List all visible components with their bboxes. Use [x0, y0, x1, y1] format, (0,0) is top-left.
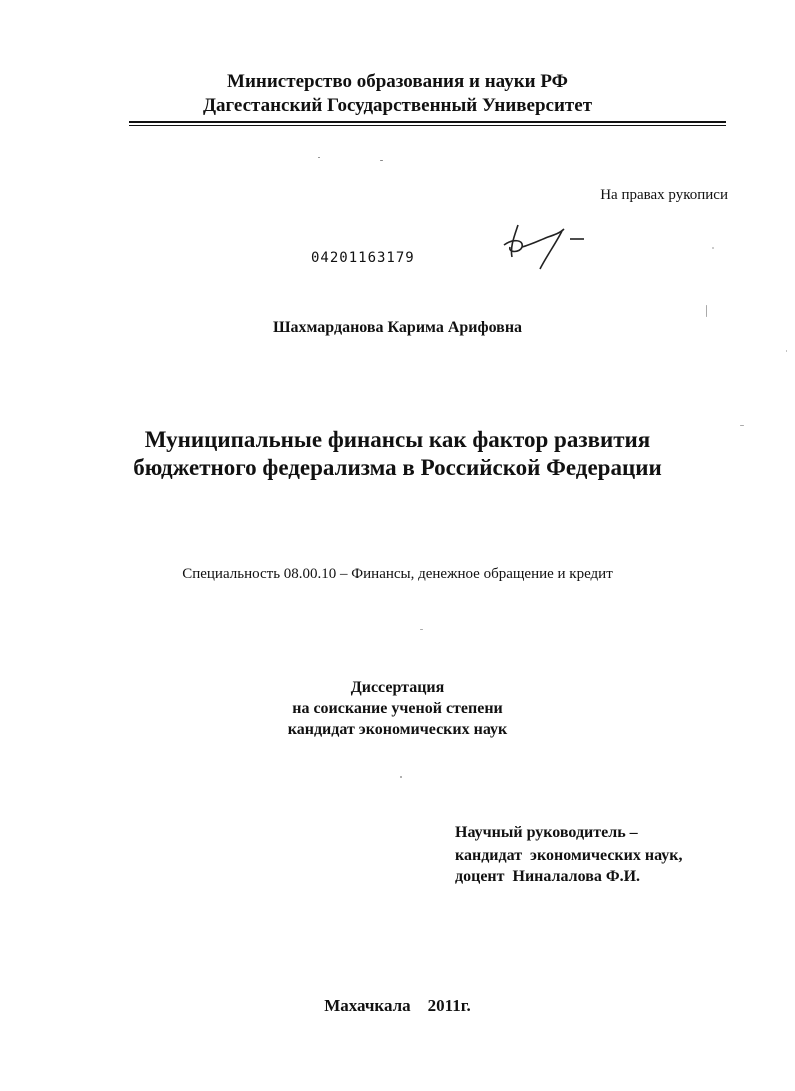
supervisor-name: доцент Ниналалова Ф.И.: [455, 868, 641, 885]
scan-speck: [420, 629, 423, 630]
specialty: Специальность 08.00.10 – Финансы, денежное обращение и кредит: [182, 566, 613, 582]
scan-speck: [706, 305, 707, 317]
scan-speck: [318, 157, 320, 158]
ministry-name: Министерство образования и науки РФ: [227, 71, 568, 92]
scan-speck: [740, 425, 744, 426]
degree-purpose: на соискание ученой степени: [292, 700, 503, 717]
university-name: Дагестанский Государственный Университет: [202, 95, 593, 116]
degree-name: кандидат экономических наук: [287, 721, 508, 738]
manuscript-note: На правах рукописи: [600, 187, 728, 203]
header-rule-thin: [129, 125, 726, 126]
city-year: Махачкала 2011г.: [324, 996, 471, 1015]
author-name: Шахмарданова Карима Арифовна: [272, 319, 523, 336]
scan-speck: [380, 160, 383, 161]
dissertation-title-line-1: Муниципальные финансы как фактор развития: [144, 427, 651, 452]
dissertation-title-line-2: бюджетного федерализма в Российской Федерации: [133, 455, 662, 480]
supervisor-degree: кандидат экономических наук,: [455, 847, 683, 864]
scan-speck: [400, 776, 402, 778]
registration-code: 04201163179: [311, 250, 415, 266]
dissertation-label: Диссертация: [350, 679, 445, 696]
scan-speck: [786, 350, 787, 352]
supervisor-role: Научный руководитель –: [455, 824, 638, 841]
scan-speck: [712, 247, 714, 249]
handwritten-signature: [500, 217, 590, 277]
header-rule-thick: [129, 121, 726, 123]
